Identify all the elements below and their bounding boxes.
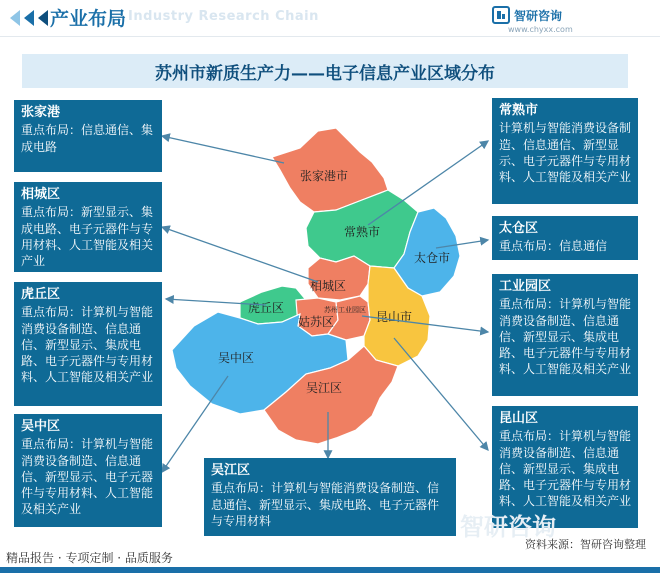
connector-huqiu — [166, 299, 266, 305]
box-desc: 重点布局：计算机与智能消费设备制造、信息通信、新型显示、集成电路、电子元器件与专用材料 — [211, 481, 440, 528]
box-name: 常熟市 — [499, 103, 539, 118]
map-label-gongyeyuan: 苏州工业园区 — [324, 306, 366, 314]
map-label-changshu: 常熟市 — [344, 225, 381, 239]
chart-title: 苏州市新质生产力——电子信息产业区域分布 — [155, 63, 495, 84]
box-name: 虎丘区 — [21, 287, 61, 302]
box-name: 吴中区 — [21, 419, 61, 434]
map-label-zhangjiagang: 张家港市 — [300, 169, 349, 183]
info-box-zhangjiagang — [14, 100, 162, 172]
footer-bar — [0, 567, 660, 573]
map-label-huqiu: 虎丘区 — [248, 301, 285, 315]
box-desc: 重点布局：计算机与智能消费设备制造、信息通信、新型显示、集成电路、电子元器件与专用材料、人工智能及相关产业 — [21, 305, 154, 385]
box-name: 昆山区 — [499, 411, 539, 426]
map-label-taicang: 太仓市 — [414, 251, 451, 265]
box-desc: 重点布局：计算机与智能消费设备制造、信息通信、新型显示、电子元器件与专用材料、人工智能及相关产业 — [21, 437, 154, 517]
box-desc: 重点布局：新型显示、集成电路、电子元器件与专用材料、人工智能及相关产业 — [21, 205, 154, 269]
box-name: 相城区 — [21, 187, 61, 202]
section-title: 产业布局 — [50, 8, 127, 30]
info-box-taicang — [492, 216, 638, 260]
box-desc: 重点布局：计算机与智能消费设备制造、信息通信、新型显示、集成电路、电子元器件与专用材料、人工智能及相关产业 — [499, 429, 632, 509]
map-label-kunshan: 昆山市 — [376, 310, 413, 324]
connector-taicang — [436, 240, 488, 248]
box-name: 张家港 — [21, 105, 61, 120]
map-label-wuzhong: 吴中区 — [218, 351, 255, 365]
box-desc: 重点布局：计算机与智能消费设备制造、信息通信、新型显示、集成电路、电子元器件与专用材料、人工智能及相关产业 — [499, 297, 632, 377]
connector-changshu — [368, 141, 488, 225]
map-label-gusu: 姑苏区 — [298, 315, 335, 329]
info-box-wujiang — [204, 458, 456, 536]
info-box-gongyeyuan — [492, 274, 638, 396]
info-box-changshu — [492, 98, 638, 204]
box-desc: 计算机与智能消费设备制造、信息通信、新型显示、电子元器件与专用材料、人工智能及相关产业 — [499, 121, 632, 185]
connector-zhangjiagang — [162, 136, 284, 163]
connector-gongyeyuan — [362, 316, 488, 332]
footer-source: 资料来源：智研咨询整理 — [525, 538, 646, 551]
brand-url: www.chyxx.com — [508, 25, 573, 34]
connector-kunshan — [394, 338, 488, 450]
box-name: 工业园区 — [499, 279, 552, 294]
box-desc: 重点布局：信息通信、集成电路 — [21, 123, 154, 154]
info-box-huqiu — [14, 282, 162, 406]
box-desc: 重点布局：信息通信 — [499, 239, 608, 254]
box-name: 吴江区 — [211, 463, 251, 478]
footer-tagline: 精品报告 · 专项定制 · 品质服务 — [6, 551, 173, 565]
footer-watermark: 智研咨询 — [460, 513, 556, 541]
info-box-xiangcheng — [14, 182, 162, 272]
box-name: 太仓区 — [499, 221, 539, 236]
connector-xiangcheng — [162, 227, 318, 282]
map-label-wujiang: 吴江区 — [306, 381, 343, 395]
brand-name: 智研咨询 — [514, 9, 563, 23]
header-watermark: Industry Research Chain — [128, 9, 319, 24]
map-label-xiangcheng: 相城区 — [310, 279, 347, 293]
info-box-wuzhong — [14, 414, 162, 527]
